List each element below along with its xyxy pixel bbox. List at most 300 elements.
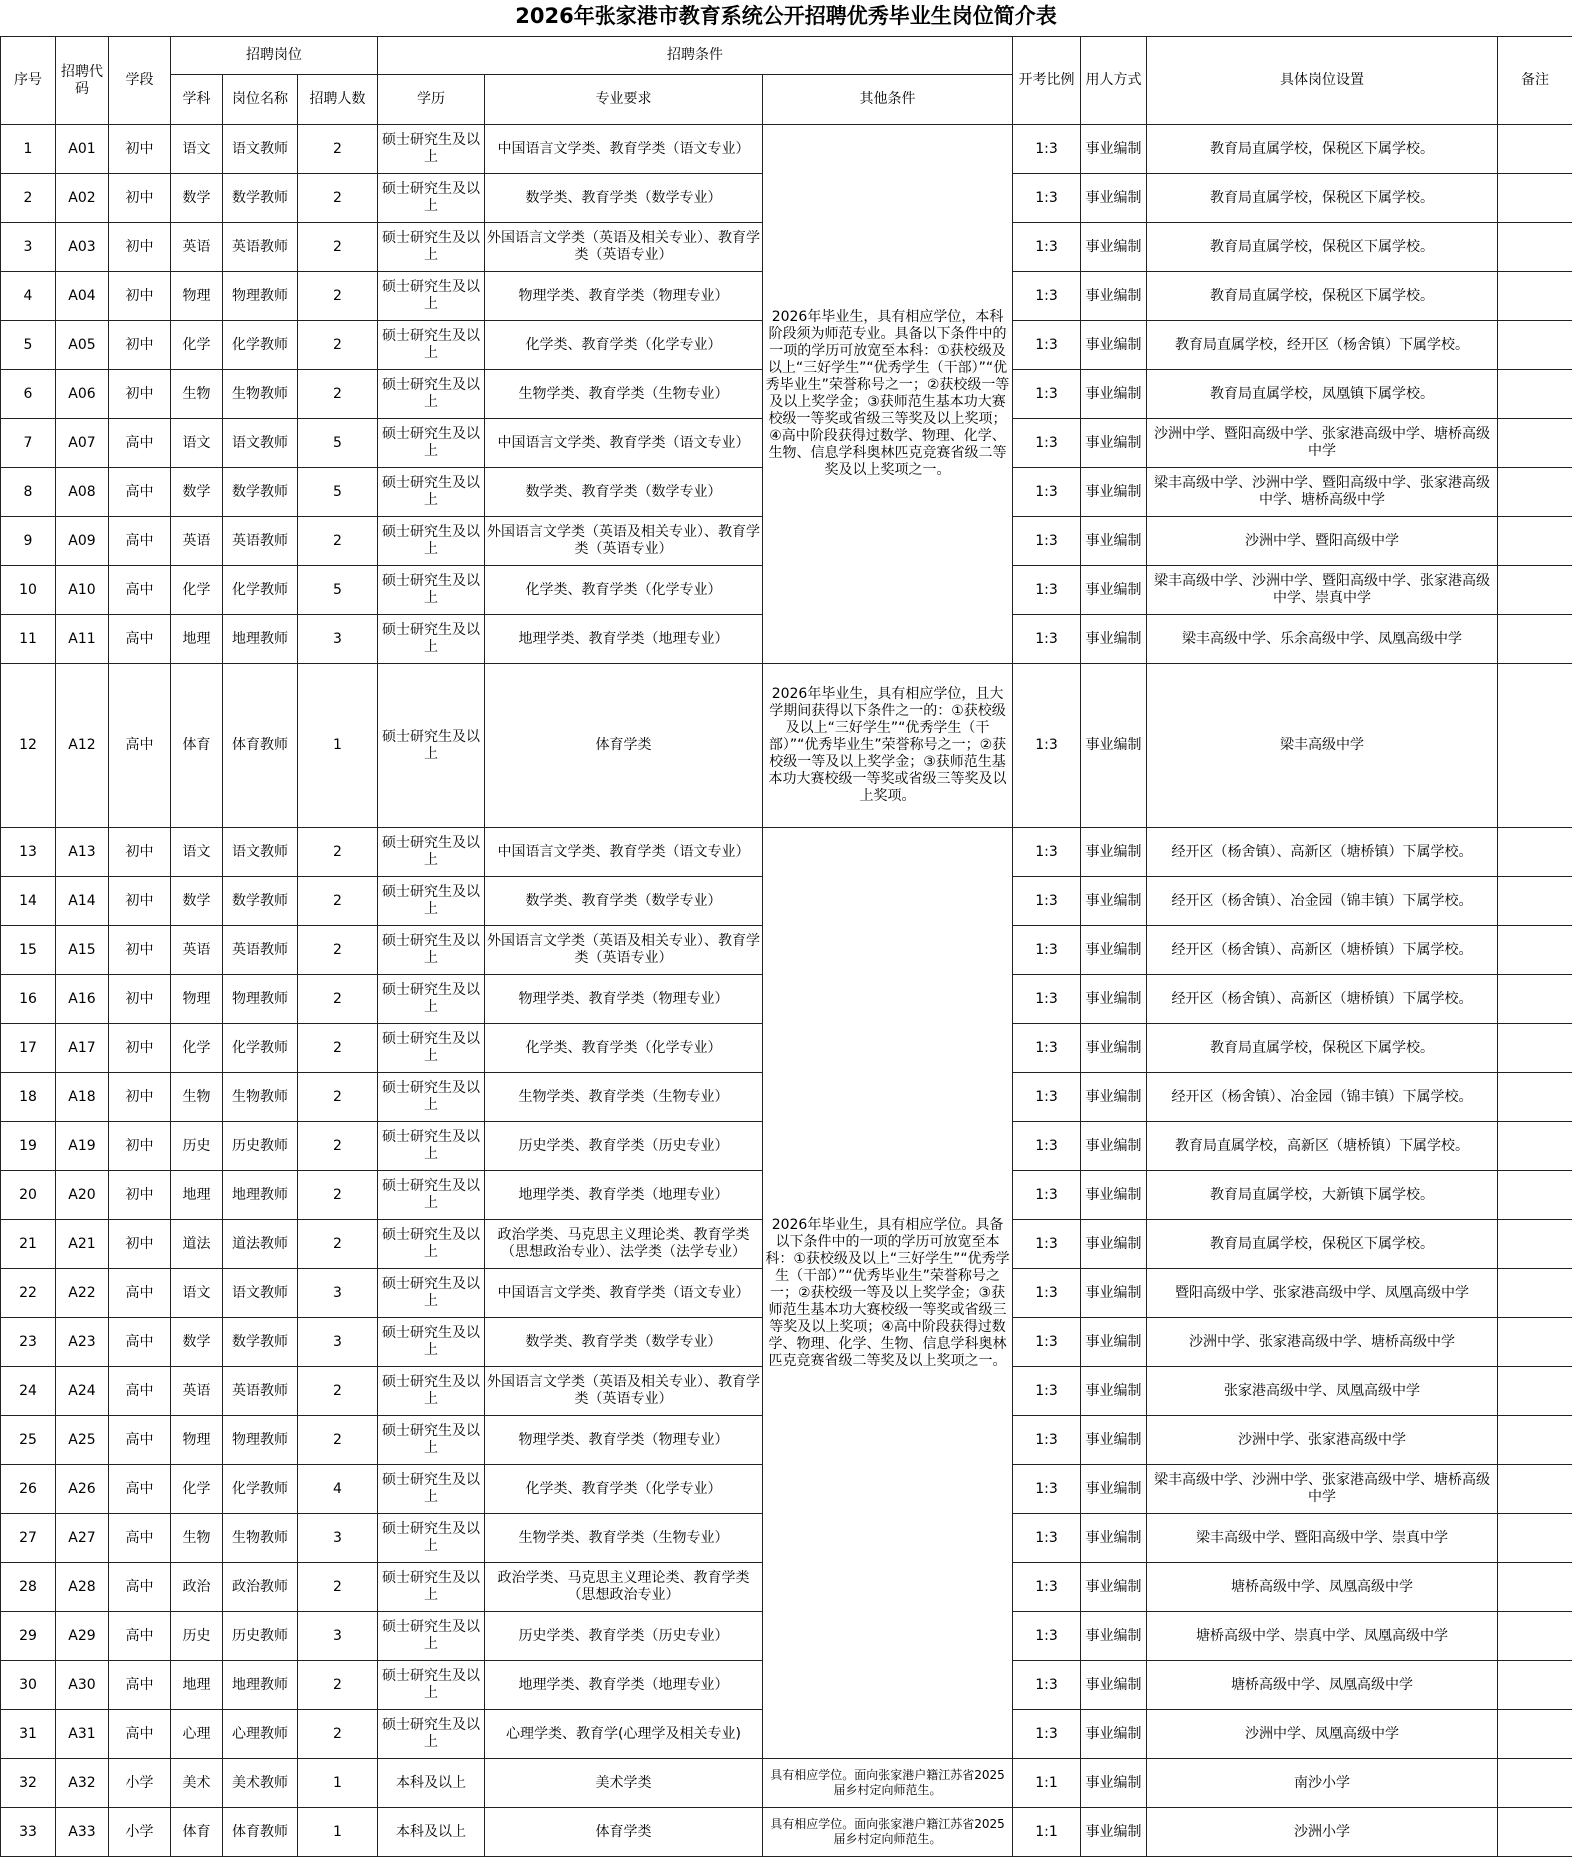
row-ratio: 1:3 [1013,566,1081,615]
row-schools: 塘桥高级中学、凤凰高级中学 [1147,1563,1498,1612]
row-remark [1498,517,1572,566]
row-ratio: 1:3 [1013,1367,1081,1416]
row-ratio: 1:3 [1013,926,1081,975]
row-seq: 4 [1,272,56,321]
row-employment: 事业编制 [1081,1710,1147,1759]
row-schools: 梁丰高级中学、乐余高级中学、凤凰高级中学 [1147,615,1498,664]
row-subject: 语文 [171,419,223,468]
row-ratio: 1:3 [1013,174,1081,223]
row-ratio: 1:3 [1013,1073,1081,1122]
row-employment: 事业编制 [1081,272,1147,321]
row-education: 硕士研究生及以上 [378,615,485,664]
row-level: 初中 [109,926,171,975]
row-level: 初中 [109,321,171,370]
row-count: 2 [298,1710,378,1759]
row-schools: 沙洲中学、张家港高级中学 [1147,1416,1498,1465]
row-employment: 事业编制 [1081,1808,1147,1857]
row-major: 政治学类、马克思主义理论类、教育学类（思想政治专业）、法学类（法学专业） [485,1220,763,1269]
row-count: 2 [298,272,378,321]
row-position-name: 地理教师 [223,615,298,664]
row-subject: 数学 [171,174,223,223]
row-major: 生物学类、教育学类（生物专业） [485,1073,763,1122]
row-level: 高中 [109,1563,171,1612]
row-ratio: 1:3 [1013,615,1081,664]
row-subject: 英语 [171,1367,223,1416]
row-position-name: 化学教师 [223,1024,298,1073]
row-code: A32 [56,1759,109,1808]
row-remark [1498,1269,1572,1318]
row-employment: 事业编制 [1081,1465,1147,1514]
row-level: 初中 [109,975,171,1024]
row-remark [1498,1514,1572,1563]
row-employment: 事业编制 [1081,877,1147,926]
row-count: 2 [298,1367,378,1416]
row-major: 体育学类 [485,1808,763,1857]
row-code: A18 [56,1073,109,1122]
row-position-name: 体育教师 [223,664,298,828]
row-education: 硕士研究生及以上 [378,272,485,321]
row-employment: 事业编制 [1081,321,1147,370]
row-major: 政治学类、马克思主义理论类、教育学类（思想政治专业） [485,1563,763,1612]
row-seq: 9 [1,517,56,566]
row-code: A24 [56,1367,109,1416]
row-schools: 梁丰高级中学、沙洲中学、暨阳高级中学、张家港高级中学、塘桥高级中学 [1147,468,1498,517]
row-seq: 17 [1,1024,56,1073]
row-remark [1498,1465,1572,1514]
row-employment: 事业编制 [1081,1318,1147,1367]
header-level: 学段 [109,37,171,125]
row-schools: 塘桥高级中学、凤凰高级中学 [1147,1661,1498,1710]
row-code: A30 [56,1661,109,1710]
row-schools: 梁丰高级中学、沙洲中学、暨阳高级中学、张家港高级中学、崇真中学 [1147,566,1498,615]
row-count: 1 [298,1759,378,1808]
row-education: 硕士研究生及以上 [378,174,485,223]
row-ratio: 1:3 [1013,1661,1081,1710]
row-ratio: 1:3 [1013,1710,1081,1759]
row-ratio: 1:3 [1013,125,1081,174]
row-ratio: 1:3 [1013,517,1081,566]
row-position-name: 数学教师 [223,1318,298,1367]
row-position-name: 数学教师 [223,877,298,926]
row-seq: 31 [1,1710,56,1759]
row-level: 初中 [109,1220,171,1269]
row-seq: 6 [1,370,56,419]
row-education: 硕士研究生及以上 [378,321,485,370]
row-major: 体育学类 [485,664,763,828]
row-major: 数学类、教育学类（数学专业） [485,468,763,517]
row-ratio: 1:3 [1013,1318,1081,1367]
header-count: 招聘人数 [298,75,378,125]
row-major: 化学类、教育学类（化学专业） [485,1024,763,1073]
row-code: A31 [56,1710,109,1759]
row-subject: 体育 [171,664,223,828]
row-level: 初中 [109,1073,171,1122]
row-education: 硕士研究生及以上 [378,566,485,615]
row-seq: 8 [1,468,56,517]
row-remark [1498,1220,1572,1269]
row-remark [1498,566,1572,615]
row-level: 高中 [109,1416,171,1465]
table-row [1,1759,1572,1808]
row-education: 硕士研究生及以上 [378,1710,485,1759]
row-remark [1498,1318,1572,1367]
row-level: 小学 [109,1808,171,1857]
row-education: 硕士研究生及以上 [378,1220,485,1269]
row-count: 2 [298,877,378,926]
row-level: 初中 [109,223,171,272]
row-level: 高中 [109,1269,171,1318]
row-count: 1 [298,664,378,828]
row-employment: 事业编制 [1081,223,1147,272]
row-subject: 数学 [171,468,223,517]
row-schools: 沙洲中学、暨阳高级中学、张家港高级中学、塘桥高级中学 [1147,419,1498,468]
row-ratio: 1:3 [1013,321,1081,370]
other-conditions-cell: 2026年毕业生，具有相应学位。具备以下条件中的一项的学历可放宽至本科：①获校级及以上“三好学生”“优秀学生（干部）”“优秀毕业生”荣誉称号之一；②获校级一等及以上奖学金；③获师范生基本功大赛校级一等奖或省级三等奖及以上奖项；④高中阶段获得过数学、物理、化学、生物、信息学科奥林匹克竞赛省级二等奖及以上奖项之一。 [763,828,1013,1759]
row-education: 硕士研究生及以上 [378,517,485,566]
row-code: A09 [56,517,109,566]
row-education: 硕士研究生及以上 [378,877,485,926]
row-remark [1498,1122,1572,1171]
row-seq: 27 [1,1514,56,1563]
row-major: 物理学类、教育学类（物理专业） [485,975,763,1024]
row-count: 2 [298,174,378,223]
row-schools: 教育局直属学校，保税区下属学校。 [1147,272,1498,321]
row-subject: 地理 [171,1661,223,1710]
row-code: A33 [56,1808,109,1857]
row-subject: 语文 [171,828,223,877]
row-code: A03 [56,223,109,272]
other-conditions-cell: 2026年毕业生，具有相应学位，本科阶段须为师范专业。具备以下条件中的一项的学历可放宽至本科：①获校级及以上“三好学生”“优秀学生（干部）”“优秀毕业生”荣誉称号之一；②获校级一等及以上奖学金；③获师范生基本功大赛校级一等奖或省级三等奖及以上奖项；④高中阶段获得过数学、物理、化学、生物、信息学科奥林匹克竞赛省级二等奖及以上奖项之一。 [763,125,1013,664]
header-other: 其他条件 [763,75,1013,125]
row-major: 中国语言文学类、教育学类（语文专业） [485,1269,763,1318]
row-education: 硕士研究生及以上 [378,1269,485,1318]
row-schools: 教育局直属学校，保税区下属学校。 [1147,125,1498,174]
row-count: 1 [298,1808,378,1857]
row-ratio: 1:3 [1013,223,1081,272]
row-subject: 物理 [171,272,223,321]
row-count: 3 [298,615,378,664]
row-level: 初中 [109,1024,171,1073]
table-row [1,664,1572,828]
row-ratio: 1:3 [1013,272,1081,321]
row-ratio: 1:3 [1013,664,1081,828]
row-remark [1498,1171,1572,1220]
row-level: 小学 [109,1759,171,1808]
row-employment: 事业编制 [1081,1073,1147,1122]
row-schools: 教育局直属学校，保税区下属学校。 [1147,1220,1498,1269]
row-remark [1498,664,1572,828]
row-education: 硕士研究生及以上 [378,1514,485,1563]
row-major: 历史学类、教育学类（历史专业） [485,1612,763,1661]
row-ratio: 1:3 [1013,1416,1081,1465]
row-level: 初中 [109,370,171,419]
row-major: 中国语言文学类、教育学类（语文专业） [485,419,763,468]
row-education: 硕士研究生及以上 [378,1612,485,1661]
row-subject: 体育 [171,1808,223,1857]
row-subject: 物理 [171,1416,223,1465]
row-schools: 梁丰高级中学、沙洲中学、张家港高级中学、塘桥高级中学 [1147,1465,1498,1514]
row-code: A05 [56,321,109,370]
row-count: 2 [298,1122,378,1171]
row-level: 初中 [109,174,171,223]
row-position-name: 物理教师 [223,1416,298,1465]
row-count: 2 [298,1024,378,1073]
row-position-name: 语文教师 [223,1269,298,1318]
row-position-name: 地理教师 [223,1661,298,1710]
row-seq: 24 [1,1367,56,1416]
row-major: 中国语言文学类、教育学类（语文专业） [485,125,763,174]
row-education: 硕士研究生及以上 [378,1661,485,1710]
row-position-name: 数学教师 [223,174,298,223]
row-position-name: 道法教师 [223,1220,298,1269]
row-major: 外国语言文学类（英语及相关专业）、教育学类（英语专业） [485,223,763,272]
header-position-group: 招聘岗位 [171,37,378,75]
row-schools: 经开区（杨舍镇）、高新区（塘桥镇）下属学校。 [1147,926,1498,975]
row-subject: 数学 [171,1318,223,1367]
row-ratio: 1:3 [1013,975,1081,1024]
row-code: A10 [56,566,109,615]
row-subject: 英语 [171,223,223,272]
row-education: 硕士研究生及以上 [378,1073,485,1122]
table-row [1,828,1572,877]
row-education: 硕士研究生及以上 [378,419,485,468]
row-level: 高中 [109,517,171,566]
header-ratio: 开考比例 [1013,37,1081,125]
row-ratio: 1:3 [1013,1465,1081,1514]
row-level: 高中 [109,1661,171,1710]
row-employment: 事业编制 [1081,174,1147,223]
row-seq: 1 [1,125,56,174]
row-subject: 数学 [171,877,223,926]
row-major: 数学类、教育学类（数学专业） [485,877,763,926]
row-seq: 22 [1,1269,56,1318]
row-seq: 15 [1,926,56,975]
row-count: 5 [298,468,378,517]
row-major: 物理学类、教育学类（物理专业） [485,1416,763,1465]
row-employment: 事业编制 [1081,468,1147,517]
row-employment: 事业编制 [1081,1367,1147,1416]
row-major: 外国语言文学类（英语及相关专业）、教育学类（英语专业） [485,1367,763,1416]
header-subject: 学科 [171,75,223,125]
row-position-name: 英语教师 [223,223,298,272]
row-position-name: 心理教师 [223,1710,298,1759]
row-level: 高中 [109,419,171,468]
row-subject: 英语 [171,926,223,975]
row-remark [1498,1710,1572,1759]
row-position-name: 化学教师 [223,566,298,615]
row-seq: 3 [1,223,56,272]
row-education: 硕士研究生及以上 [378,1024,485,1073]
row-seq: 30 [1,1661,56,1710]
row-remark [1498,926,1572,975]
row-employment: 事业编制 [1081,1416,1147,1465]
header-position-name: 岗位名称 [223,75,298,125]
row-code: A04 [56,272,109,321]
header-employment: 用人方式 [1081,37,1147,125]
row-remark [1498,1073,1572,1122]
row-employment: 事业编制 [1081,125,1147,174]
row-code: A15 [56,926,109,975]
row-seq: 2 [1,174,56,223]
row-code: A06 [56,370,109,419]
row-remark [1498,1661,1572,1710]
row-level: 高中 [109,566,171,615]
row-level: 初中 [109,877,171,926]
row-code: A22 [56,1269,109,1318]
row-level: 初中 [109,1122,171,1171]
row-ratio: 1:3 [1013,370,1081,419]
row-code: A14 [56,877,109,926]
row-count: 2 [298,517,378,566]
row-major: 中国语言文学类、教育学类（语文专业） [485,828,763,877]
row-ratio: 1:3 [1013,1514,1081,1563]
row-seq: 28 [1,1563,56,1612]
row-count: 2 [298,370,378,419]
header-schools: 具体岗位设置 [1147,37,1498,125]
row-major: 地理学类、教育学类（地理专业） [485,1171,763,1220]
row-level: 初中 [109,828,171,877]
other-conditions-cell: 2026年毕业生，具有相应学位，且大学期间获得以下条件之一的：①获校级及以上“三好学生”“优秀学生（干部）”“优秀毕业生”荣誉称号之一；②获校级一等及以上奖学金；③获师范生基本功大赛校级一等奖或省级三等奖及以上奖项。 [763,664,1013,828]
row-employment: 事业编制 [1081,1024,1147,1073]
row-seq: 21 [1,1220,56,1269]
row-remark [1498,828,1572,877]
row-count: 2 [298,1073,378,1122]
row-schools: 经开区（杨舍镇）、高新区（塘桥镇）下属学校。 [1147,828,1498,877]
row-count: 2 [298,828,378,877]
row-ratio: 1:3 [1013,1612,1081,1661]
row-remark [1498,1563,1572,1612]
row-count: 2 [298,125,378,174]
row-code: A26 [56,1465,109,1514]
row-remark [1498,1367,1572,1416]
row-schools: 教育局直属学校，大新镇下属学校。 [1147,1171,1498,1220]
row-employment: 事业编制 [1081,1563,1147,1612]
row-position-name: 语文教师 [223,828,298,877]
row-education: 硕士研究生及以上 [378,125,485,174]
row-schools: 张家港高级中学、凤凰高级中学 [1147,1367,1498,1416]
row-ratio: 1:1 [1013,1808,1081,1857]
row-subject: 语文 [171,1269,223,1318]
row-schools: 沙洲小学 [1147,1808,1498,1857]
row-subject: 物理 [171,975,223,1024]
row-education: 硕士研究生及以上 [378,370,485,419]
row-ratio: 1:3 [1013,468,1081,517]
row-code: A02 [56,174,109,223]
row-count: 4 [298,1465,378,1514]
row-ratio: 1:3 [1013,1220,1081,1269]
header-remark: 备注 [1498,37,1572,125]
row-seq: 23 [1,1318,56,1367]
row-seq: 25 [1,1416,56,1465]
row-schools: 沙洲中学、凤凰高级中学 [1147,1710,1498,1759]
row-ratio: 1:3 [1013,1171,1081,1220]
row-count: 5 [298,566,378,615]
row-seq: 11 [1,615,56,664]
row-count: 3 [298,1269,378,1318]
row-subject: 生物 [171,1514,223,1563]
row-seq: 26 [1,1465,56,1514]
row-subject: 道法 [171,1220,223,1269]
header-code: 招聘代码 [56,37,109,125]
row-education: 硕士研究生及以上 [378,223,485,272]
sheet-title: 2026年张家港市教育系统公开招聘优秀毕业生岗位简介表 [515,4,1057,28]
row-major: 数学类、教育学类（数学专业） [485,1318,763,1367]
row-education: 硕士研究生及以上 [378,828,485,877]
row-count: 3 [298,1318,378,1367]
row-level: 高中 [109,1367,171,1416]
row-position-name: 英语教师 [223,926,298,975]
row-subject: 历史 [171,1122,223,1171]
row-seq: 19 [1,1122,56,1171]
row-code: A17 [56,1024,109,1073]
row-major: 地理学类、教育学类（地理专业） [485,615,763,664]
row-employment: 事业编制 [1081,1514,1147,1563]
row-subject: 心理 [171,1710,223,1759]
row-level: 高中 [109,1465,171,1514]
table-row [1,1808,1572,1857]
row-employment: 事业编制 [1081,926,1147,975]
row-schools: 教育局直属学校，保税区下属学校。 [1147,174,1498,223]
row-schools: 教育局直属学校，高新区（塘桥镇）下属学校。 [1147,1122,1498,1171]
row-ratio: 1:3 [1013,828,1081,877]
row-schools: 经开区（杨舍镇）、冶金园（锦丰镇）下属学校。 [1147,1073,1498,1122]
row-seq: 16 [1,975,56,1024]
row-remark [1498,1612,1572,1661]
row-major: 化学类、教育学类（化学专业） [485,1465,763,1514]
row-major: 地理学类、教育学类（地理专业） [485,1661,763,1710]
row-position-name: 化学教师 [223,1465,298,1514]
row-employment: 事业编制 [1081,1612,1147,1661]
row-employment: 事业编制 [1081,1220,1147,1269]
row-major: 外国语言文学类（英语及相关专业）、教育学类（英语专业） [485,517,763,566]
row-employment: 事业编制 [1081,975,1147,1024]
row-schools: 经开区（杨舍镇）、高新区（塘桥镇）下属学校。 [1147,975,1498,1024]
row-employment: 事业编制 [1081,1661,1147,1710]
header-conditions-group: 招聘条件 [378,37,1013,75]
row-position-name: 历史教师 [223,1612,298,1661]
row-education: 硕士研究生及以上 [378,1122,485,1171]
row-seq: 32 [1,1759,56,1808]
row-position-name: 生物教师 [223,1073,298,1122]
row-major: 数学类、教育学类（数学专业） [485,174,763,223]
row-subject: 化学 [171,1024,223,1073]
row-schools: 沙洲中学、张家港高级中学、塘桥高级中学 [1147,1318,1498,1367]
recruitment-table [0,36,1572,1857]
row-schools: 塘桥高级中学、崇真中学、凤凰高级中学 [1147,1612,1498,1661]
row-education: 硕士研究生及以上 [378,1416,485,1465]
row-seq: 33 [1,1808,56,1857]
row-level: 初中 [109,125,171,174]
row-employment: 事业编制 [1081,566,1147,615]
row-schools: 沙洲中学、暨阳高级中学 [1147,517,1498,566]
row-position-name: 化学教师 [223,321,298,370]
row-count: 2 [298,223,378,272]
row-employment: 事业编制 [1081,1759,1147,1808]
row-remark [1498,223,1572,272]
row-position-name: 英语教师 [223,1367,298,1416]
row-count: 3 [298,1514,378,1563]
row-subject: 化学 [171,566,223,615]
header-education: 学历 [378,75,485,125]
row-ratio: 1:3 [1013,1024,1081,1073]
row-level: 高中 [109,1710,171,1759]
row-code: A13 [56,828,109,877]
row-ratio: 1:3 [1013,419,1081,468]
row-employment: 事业编制 [1081,828,1147,877]
row-remark [1498,272,1572,321]
row-seq: 10 [1,566,56,615]
row-education: 硕士研究生及以上 [378,1318,485,1367]
